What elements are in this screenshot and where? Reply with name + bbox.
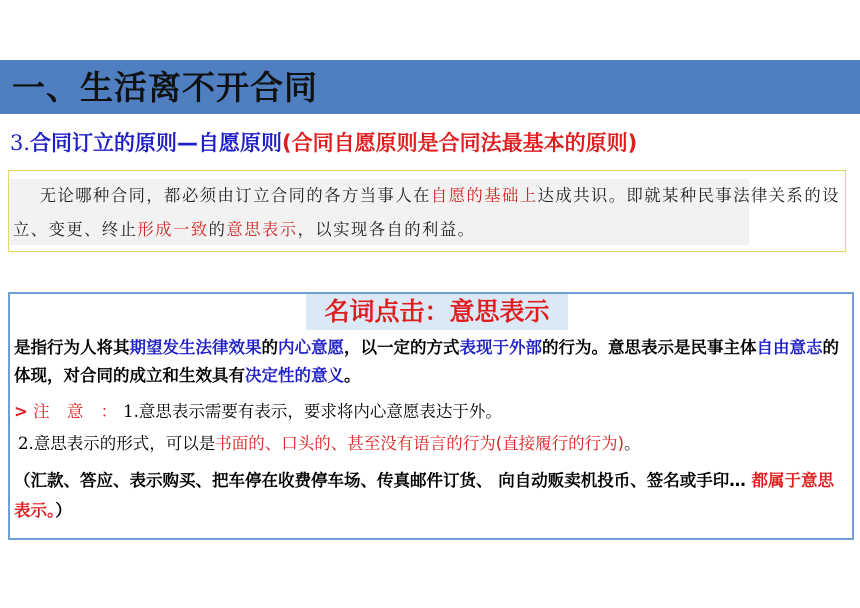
form-number: 2. (18, 434, 34, 453)
section-heading-main: 合同订立的原则—自愿原则 (30, 131, 283, 155)
page-title: 一、生活离不开合同 (12, 68, 318, 107)
quote-part-3: 达成共识。即就某种民事法律关系的设立、变更、终止 (13, 186, 840, 239)
form-text: 意思表示的形式，可以是 (33, 434, 216, 453)
term-box (8, 292, 854, 540)
section-heading-note: 合同自愿原则是合同法最基本的 (291, 131, 586, 155)
quote-part-7: ，以实现各自的利益。 (297, 220, 476, 239)
section-heading (10, 128, 637, 158)
quote-highlight-agreement: 形成一致 (137, 220, 209, 239)
def-highlight-inner-will: 内心意愿 (278, 338, 344, 357)
quote-highlight-voluntary: 自愿的基础上 (430, 186, 538, 205)
def-highlight-free-will: 自由意志 (756, 338, 823, 357)
form-end: 。 (624, 434, 641, 453)
section-heading-note-end: 原则) (585, 131, 638, 155)
quote-text (13, 179, 841, 247)
form-line (18, 430, 641, 458)
quote-part-5: 的 (208, 220, 227, 239)
form-highlight: 书面的、口头的、甚至没有语言的行为(直接履行的行为) (215, 434, 625, 453)
def-part-7: 的行为。意思表示是民事主体 (542, 338, 757, 357)
examples (14, 466, 844, 526)
note-arrow-icon: > (14, 402, 28, 421)
def-part-5: ，以一定的方式 (344, 338, 460, 357)
examples-highlight: 都属于意思表示。 (14, 471, 834, 520)
section-number: 3. (10, 131, 31, 155)
term-heading: 名词点击：意思表示 (306, 294, 568, 330)
note-text: 意思表示需要有表示，要求将内心意愿表达于外。 (138, 402, 502, 421)
section-heading-paren: ( (282, 131, 292, 155)
def-part-9: 的体现，对合同的成立和生效具有 (14, 338, 839, 385)
note-line (14, 398, 502, 426)
def-part-3: 的 (261, 338, 278, 357)
note-number: 1. (123, 402, 139, 421)
examples-text: （汇款、答应、表示购买、把车停在收费停车场、传真邮件订货、 向自动贩卖机投币、签名或手印… (14, 471, 746, 490)
quote-highlight-intent: 意思表示 (226, 220, 298, 239)
def-highlight-legal-effect: 期望发生法律效果 (129, 338, 262, 357)
def-part-11: 。 (344, 366, 361, 385)
def-highlight-external: 表现于外部 (459, 338, 542, 357)
def-part-1: 是指行为人将其 (14, 338, 130, 357)
title-bar (0, 60, 860, 114)
note-label: 注 意 ： (33, 402, 124, 421)
quote-box (8, 170, 846, 252)
term-definition (14, 334, 848, 390)
examples-end: ） (55, 501, 72, 520)
quote-part-1: 无论哪种合同，都必须由订立合同的各方当事人在 (39, 186, 431, 205)
def-highlight-decisive: 决定性的意义 (245, 366, 344, 385)
